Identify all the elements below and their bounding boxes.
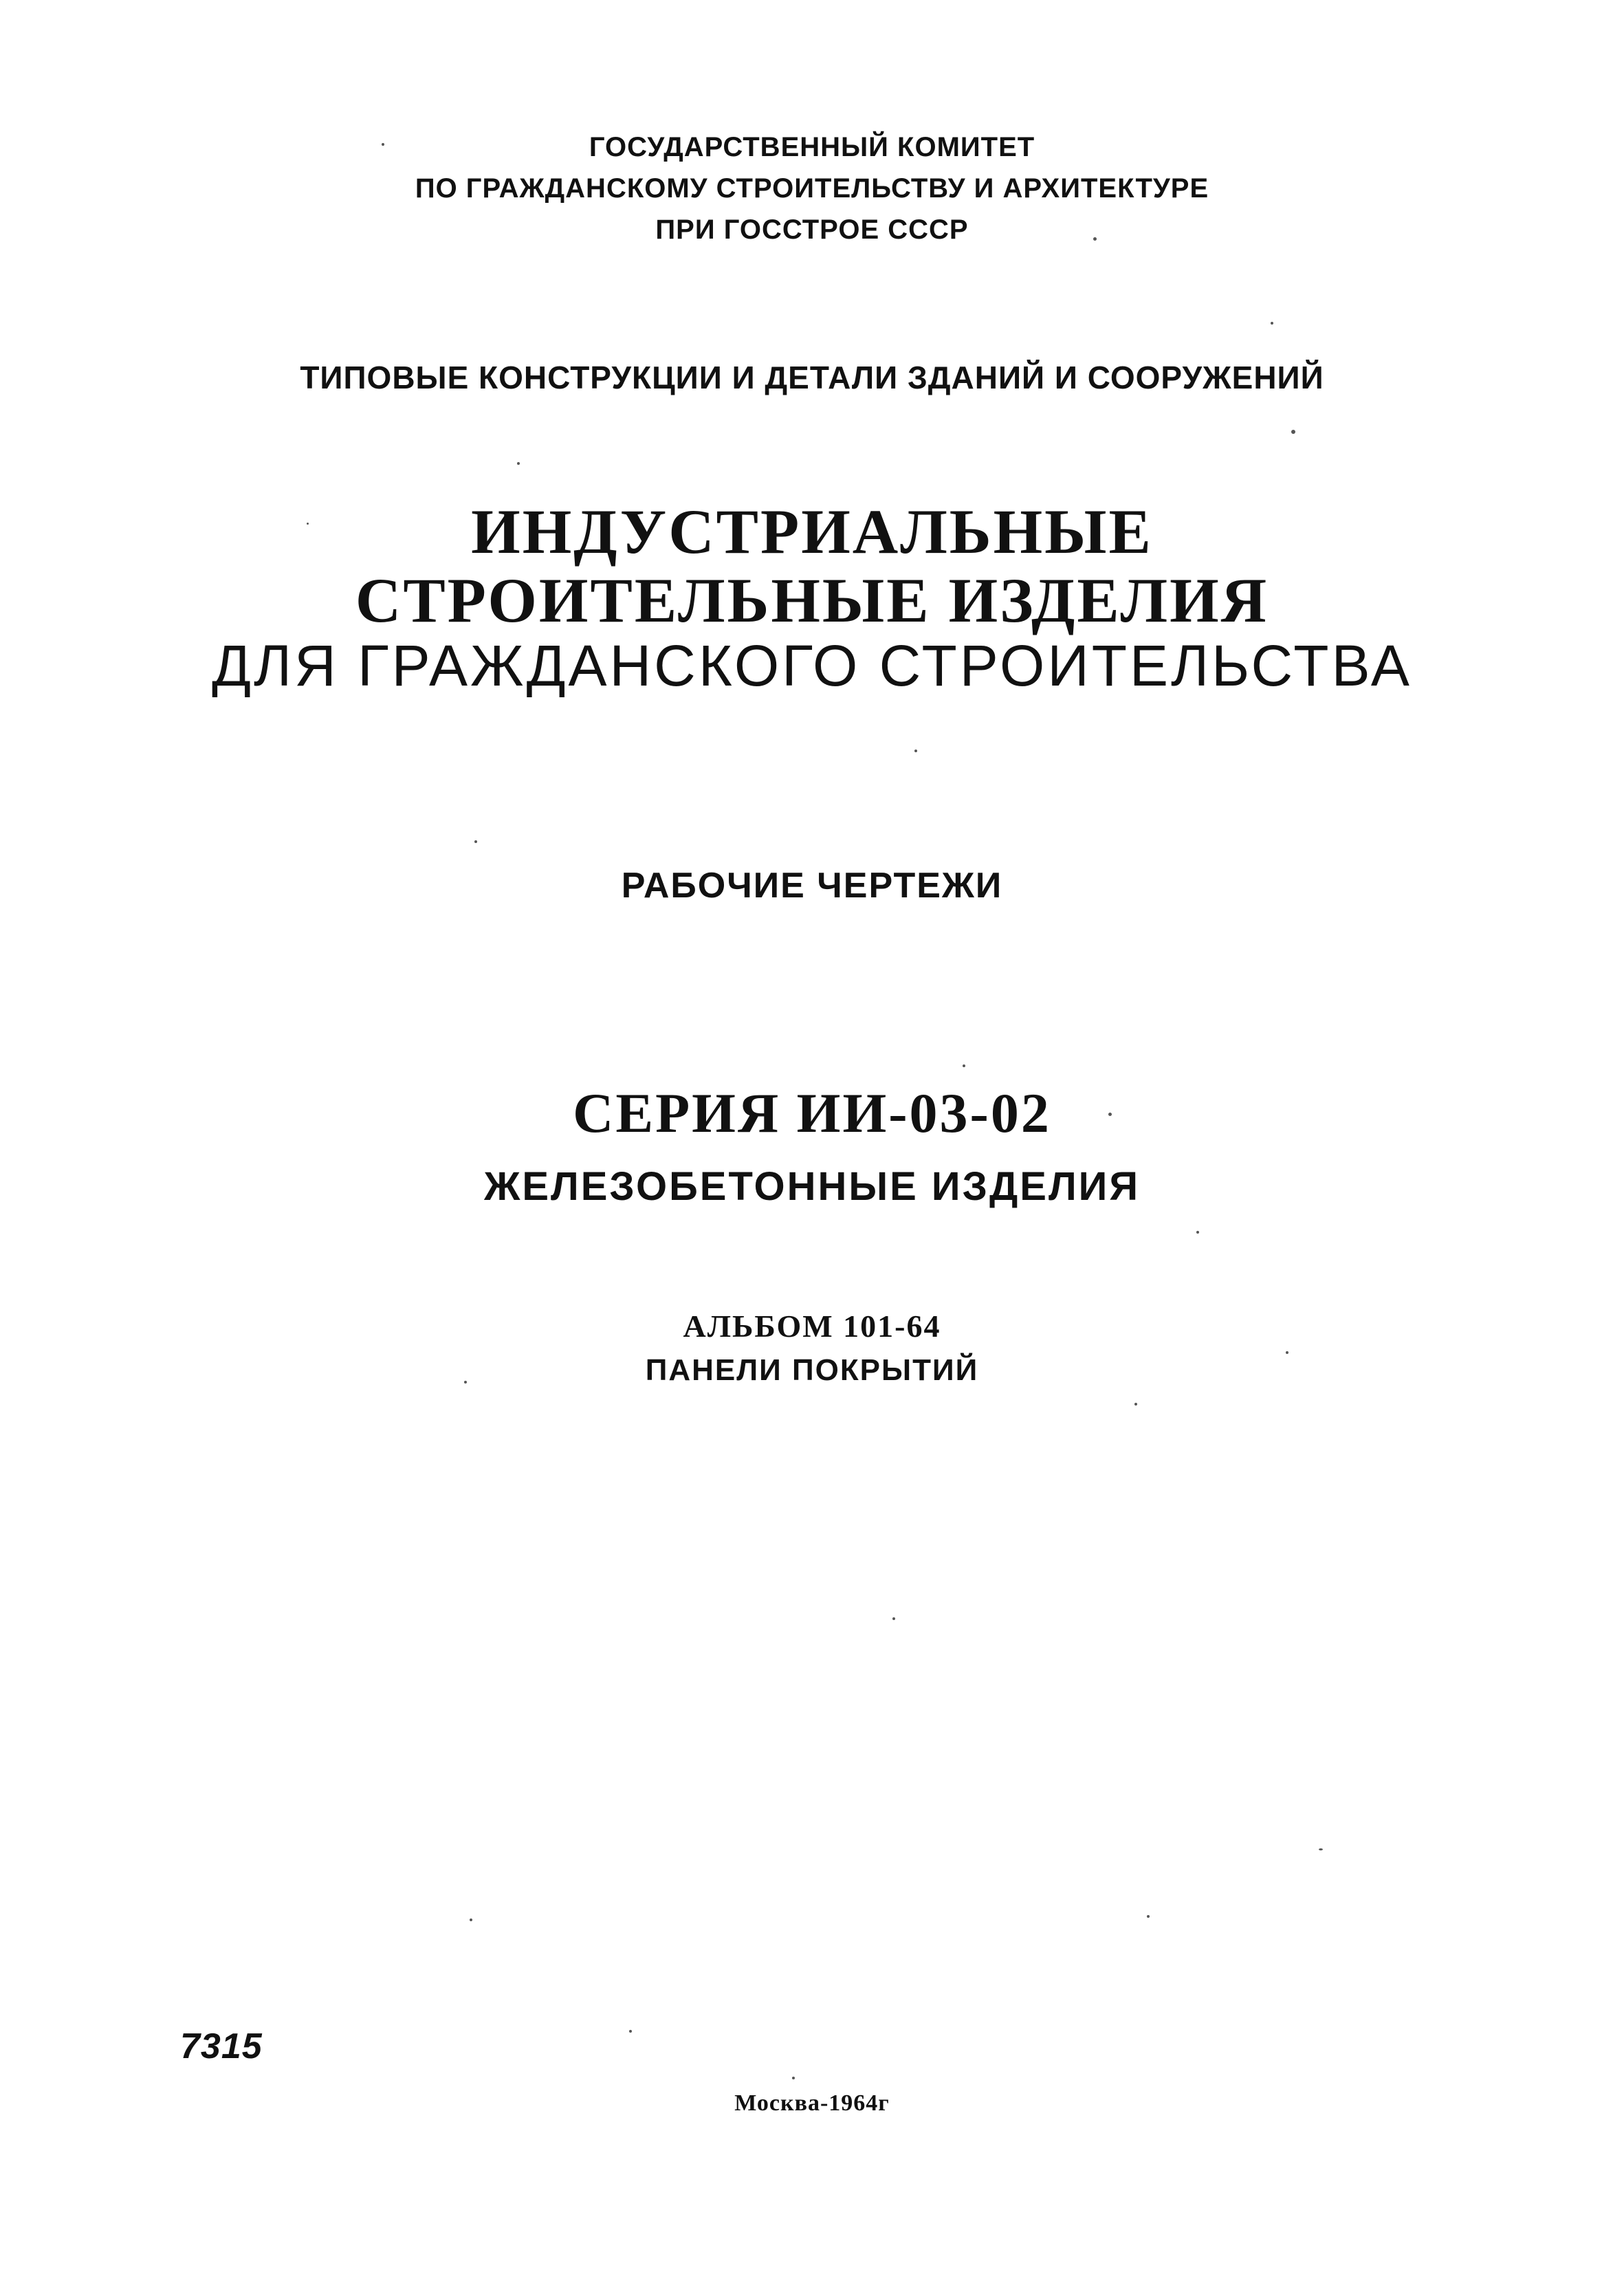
scan-speck [792,2077,795,2079]
series-name: ЖЕЛЕЗОБЕТОННЫЕ ИЗДЕЛИЯ [483,1164,1141,1209]
committee-line-1: ГОСУДАРСТВЕННЫЙ КОМИТЕТ [589,132,1035,162]
scan-speck [1093,237,1097,241]
scan-speck [1134,1403,1137,1406]
scan-speck [1319,1848,1323,1850]
album-number: АЛЬБОМ 101-64 [683,1309,941,1344]
typical-constructions-heading: ТИПОВЫЕ КОНСТРУКЦИИ И ДЕТАЛИ ЗДАНИЙ И СООРУЖЕНИЙ [300,360,1324,395]
scan-speck [892,1617,895,1620]
main-title-line-1: ИНДУСТРИАЛЬНЫЕ [471,496,1153,567]
scan-speck [517,462,520,465]
working-drawings-label: РАБОЧИЕ ЧЕРТЕЖИ [621,866,1003,906]
scan-speck [382,143,384,146]
scan-speck [464,1381,467,1384]
scan-speck [1196,1231,1199,1234]
scan-speck [963,1064,965,1067]
scan-speck [307,523,309,525]
scan-speck [1271,322,1273,325]
city-year: Москва-1964г [734,2090,890,2116]
scan-speck [629,2030,632,2033]
scan-speck [1108,1113,1112,1116]
committee-line-2: ПО ГРАЖДАНСКОМУ СТРОИТЕЛЬСТВУ И АРХИТЕКТУРЕ [415,173,1209,204]
main-title-line-3: ДЛЯ ГРАЖДАНСКОГО СТРОИТЕЛЬСТВА [212,633,1412,698]
scan-speck [470,1918,472,1921]
committee-line-3: ПРИ ГОССТРОЕ СССР [655,215,969,245]
scan-speck [1286,1351,1288,1354]
scan-speck [1291,430,1295,434]
series-code: СЕРИЯ ИИ-03-02 [573,1082,1051,1144]
main-title-line-2: СТРОИТЕЛЬНЫЕ ИЗДЕЛИЯ [355,565,1269,635]
inventory-number: 7315 [180,2026,263,2066]
scan-speck [914,750,917,752]
scan-speck [1147,1915,1150,1918]
album-name: ПАНЕЛИ ПОКРЫТИЙ [645,1353,979,1387]
scan-speck [474,840,477,843]
